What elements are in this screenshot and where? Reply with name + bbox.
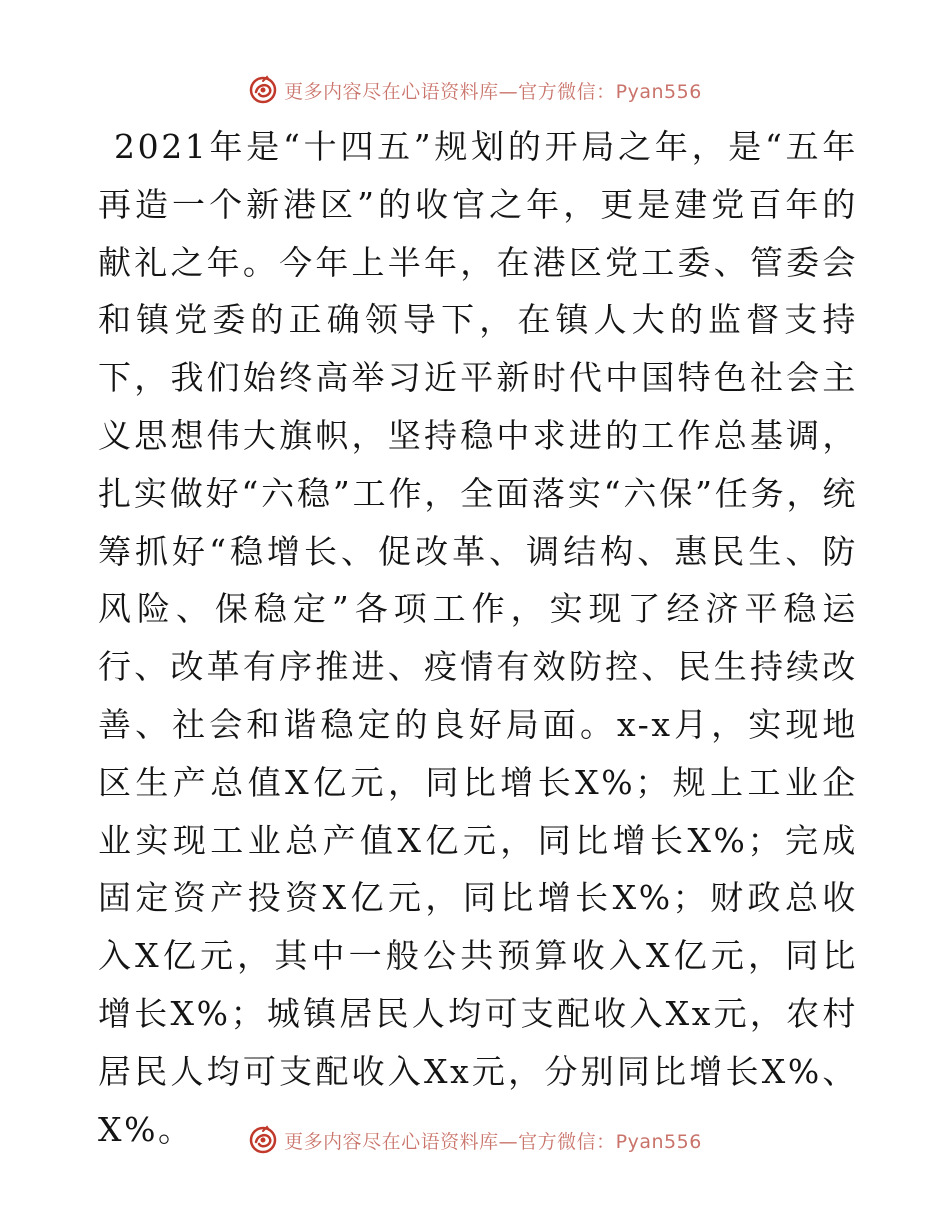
header-watermark-banner [0,72,950,108]
footer-watermark-text: 更多内容尽在心语资料库—官方微信：Pyan556 [284,1130,702,1153]
red-swirl-logo-icon [248,1125,278,1155]
footer-watermark-banner [0,1122,950,1158]
document-paragraph: 2021年是“十四五”规划的开局之年，是“五年再造一个新港区”的收官之年，更是建党百年的献礼之年。今年上半年，在港区党工委、管委会和镇党委的正确领导下，在镇人大的监督支持下，我们始终高举习近平新时代中国特色社会主义思想伟大旗帜，坚持稳中求进的工作总基调，扎实做好“六稳”工作，全面落实“六保”任务，统筹抓好“稳增长、促改革、调结构、惠民生、防风险、保稳定”各项工作，实现了经济平稳运行、改革有序推进、疫情有效防控、民生持续改善、社会和谐稳定的良好局面。x-x月，实现地区生产总值X亿元，同比增长X%；规上工业企业实现工业总产值X亿元，同比增长X%；完成固定资产投资X亿元，同比增长X%；财政总收入X亿元，其中一般公共预算收入X亿元，同比增长X%；城镇居民人均可支配收入Xx元，农村居民人均可支配收入Xx元，分别同比增长X%、X%。 [98,127,858,1149]
red-swirl-logo-icon [248,75,278,105]
header-watermark-text: 更多内容尽在心语资料库—官方微信：Pyan556 [284,80,702,103]
